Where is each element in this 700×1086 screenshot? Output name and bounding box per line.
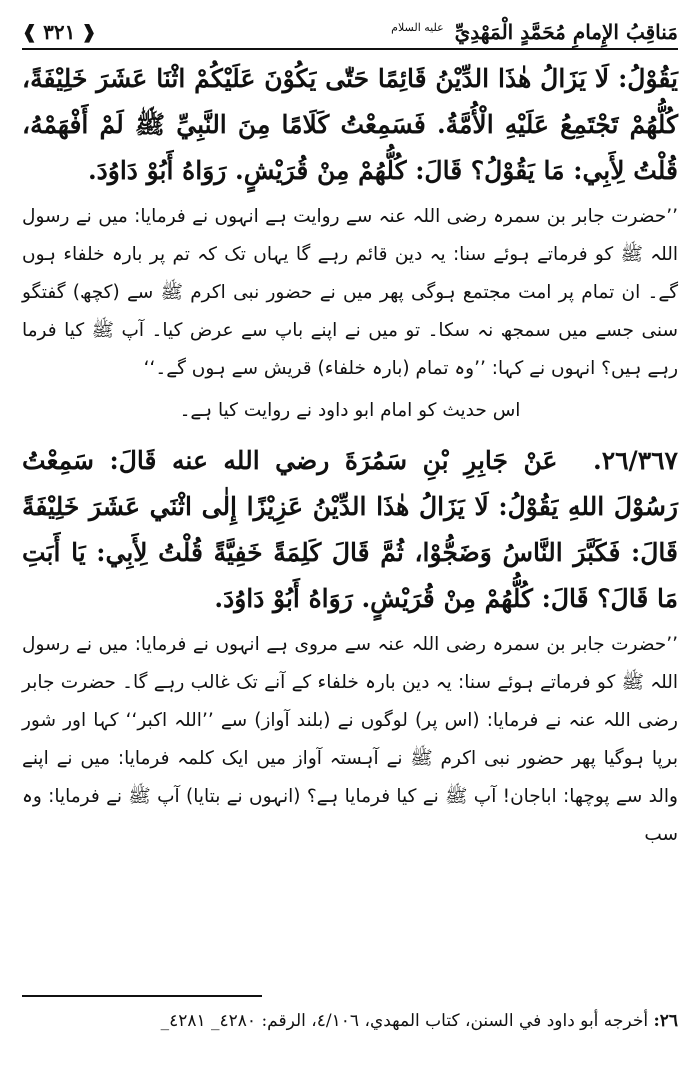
hadith-urdu-translation-2: ’’حضرت جابر بن سمرہ رضی اللہ عنہ سے مروی ہے انہوں نے فرمایا: میں نے رسول اللہ ﷺ کو فرماتے ہوئے سنا: یہ دین بارہ خلفاء کے آنے تک غالب رہے گا۔ حضرت جابر رضی اللہ عنہ نے فرمایا: (اس پر) لوگوں نے (بلند آواز) سے ’’اللہ اکبر‘‘ کہا اور شور برپا ہوگیا پھر حضور نبی اکرم ﷺ نے آہستہ آواز میں ایک کلمہ فرمایا: میں نے اپنے والد سے پوچھا: اباجان! آپ ﷺ نے کیا فرمایا ہے؟ (انہوں نے بتایا) آپ ﷺ نے فرمایا: وہ سب	[22, 634, 678, 845]
footnote-text: أخرجه أبو داود في السنن، كتاب المهدي، ٤/١٠٦، الرقم: ٤٢٨٠_ ٤٢٨١_	[160, 1011, 649, 1031]
ornament-left-icon: ❰	[22, 21, 38, 43]
running-title-text: مَناقِبُ الإِمامِ مُحَمَّدٍ الْمَهْدِيِّ	[454, 20, 678, 44]
hadith-arabic-body-2: عَنْ جَابِرِ بْنِ سَمُرَةَ رضي الله عنه قَالَ: سَمِعْتُ رَسُوْلَ اللهِ يَقُوْلُ: لَا يَزَالُ هٰذَا الدِّيْنُ عَزِيْزًا إِلٰى اثْنَي عَشَرَ خَلِيْفَةً قَالَ: فَكَبَّرَ النَّاسُ وَضَجُّوْا، ثُمَّ قَالَ كَلِمَةً خَفِيَّةً قُلْتُ لِأَبِي: يَا أَبَتِ مَا قَالَ؟ قَالَ: كُلُّهُمْ مِنْ قُرَيْشٍ. رَوَاهُ أَبُوْ دَاوُدَ.	[22, 446, 678, 613]
running-title	[391, 20, 678, 44]
hadith-urdu-translation: ’’حضرت جابر بن سمرہ رضی اللہ عنہ سے روایت ہے انہوں نے فرمایا: میں نے رسول اللہ ﷺ کو فرماتے ہوئے سنا: یہ دین قائم رہے گا یہاں تک کہ تم پر بارہ خلفاء ہوں گے۔ ان تمام پر امت مجتمع ہوگی پھر میں نے حضور نبی اکرم ﷺ سے (کچھ) گفتگو سنی جسے میں سمجھ نہ سکا۔ تو میں نے اپنے باپ سے عرض کیا۔ آپ ﷺ کیا فرما رہے ہیں؟ انہوں نے کہا: ’’وہ تمام (بارہ خلفاء) قریش سے ہوں گے۔‘‘	[22, 206, 678, 379]
footnote-divider	[22, 995, 262, 997]
hadith-arabic-text: يَقُوْلُ: لَا يَزَالُ هٰذَا الدِّيْنُ قَائِمًا حَتّٰى يَكُوْنَ عَلَيْكُمْ اثْنَا عَشَرَ خَلِيْفَةً، كُلُّهُمْ تَجْتَمِعُ عَلَيْهِ الْأُمَّةُ. فَسَمِعْتُ كَلَامًا مِنَ النَّبِيِّ ﷺ لَمْ أَفْهَمْهُ، قُلْتُ لِأَبِي: مَا يَقُوْلُ؟ قَالَ: كُلُّهُمْ مِنْ قُرَيْشٍ. رَوَاهُ أَبُوْ دَاوُدَ.	[22, 64, 678, 185]
page-header	[22, 0, 678, 50]
ornament-right-icon: ❱	[81, 21, 97, 43]
hadith-number: ٢٦/٣٦٧.	[592, 446, 678, 475]
page-number-box	[22, 20, 96, 44]
page-number: ٣٢١	[43, 20, 76, 44]
footnote-number: ٢٦:	[653, 1011, 678, 1031]
footnote	[22, 1004, 678, 1038]
honorific-mark: عليه السلام	[391, 21, 444, 35]
hadith-source-note: اس حدیث کو امام ابو داود نے روایت کیا ہے۔	[179, 400, 521, 421]
hadith-arabic-text-2	[22, 438, 678, 622]
